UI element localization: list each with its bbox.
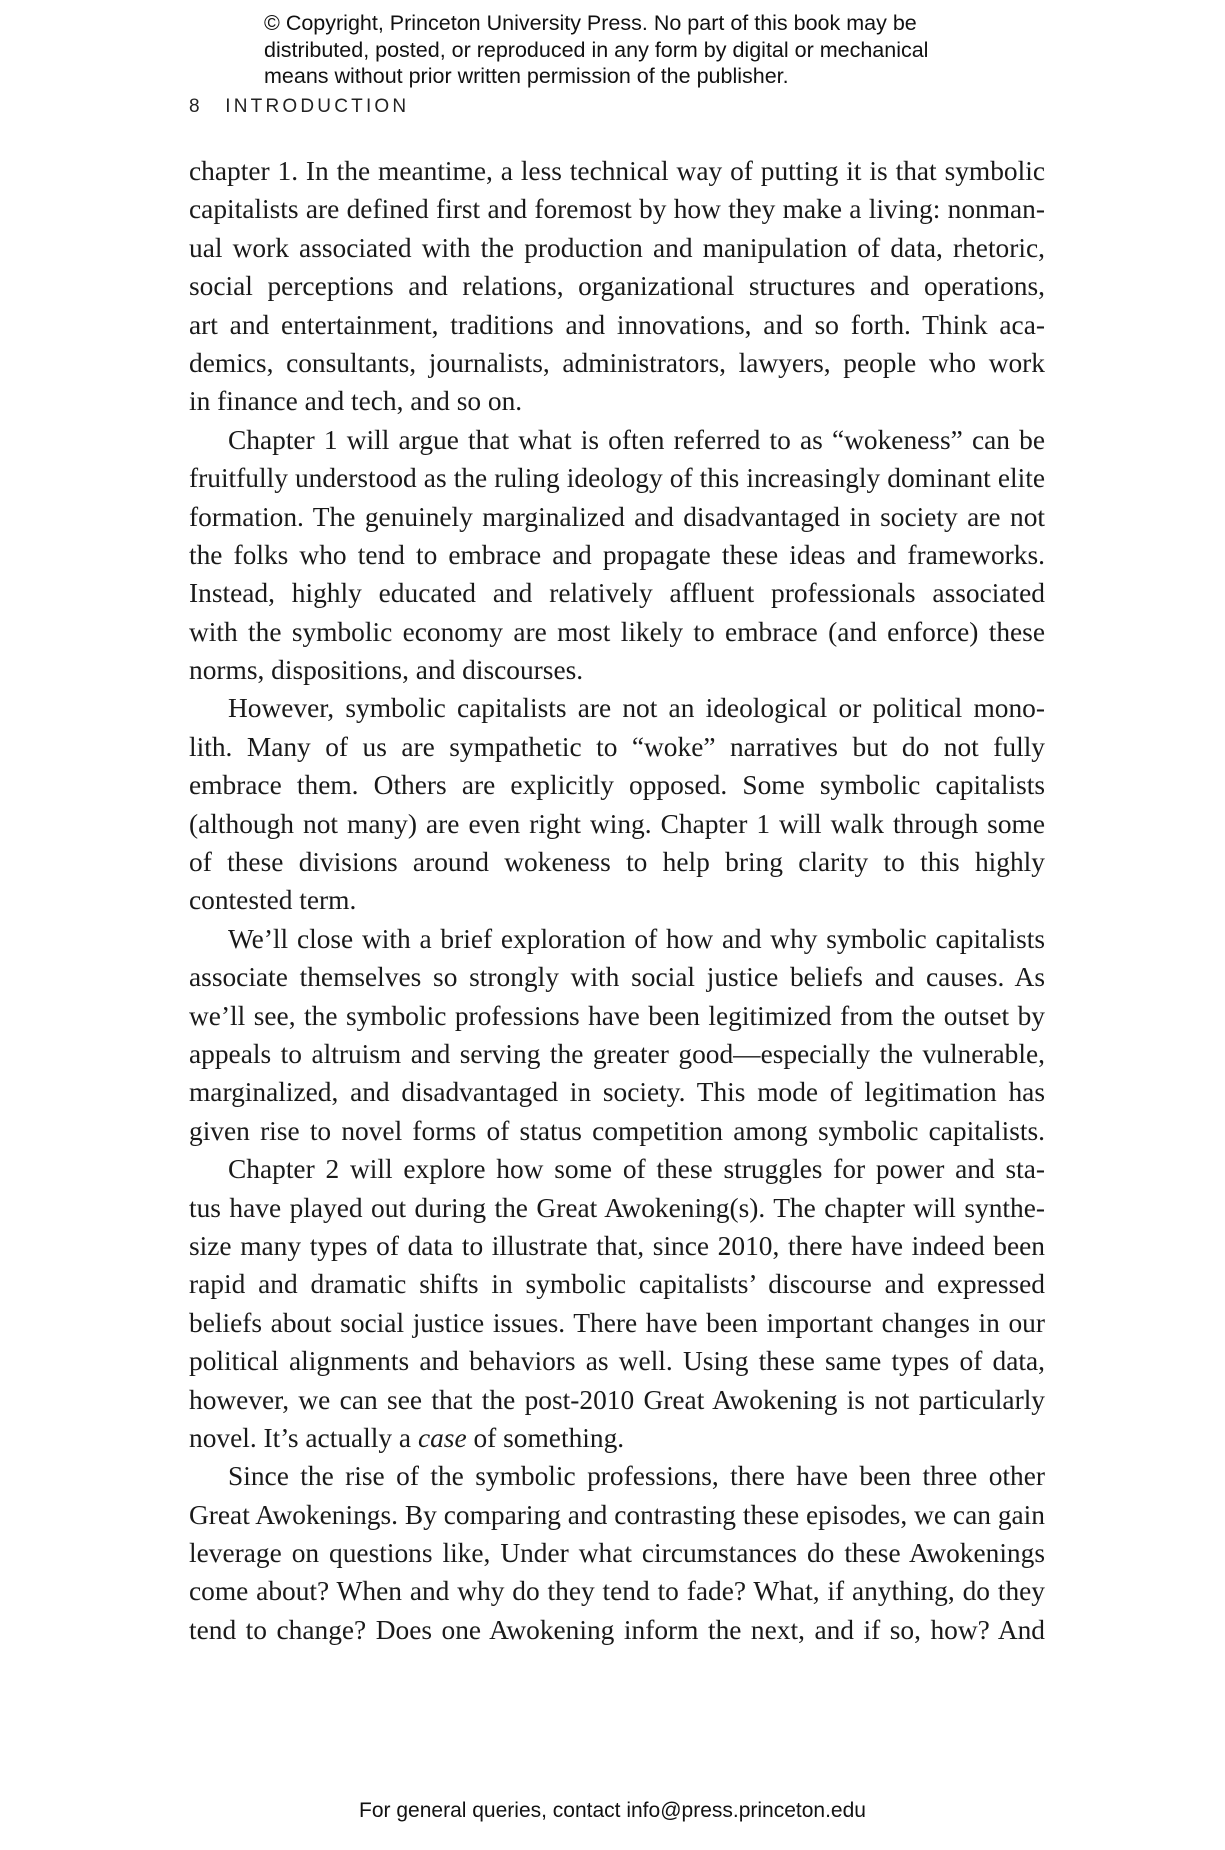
paragraph — [189, 1457, 1045, 1649]
text-line: in finance and tech, and so on. — [189, 386, 523, 417]
text-line: we’ll see, the symbolic professions have been legitimized from the outset by — [189, 1000, 1045, 1031]
text-line: come about? When and why do they tend to fade? What, if anything, do they — [189, 1576, 1045, 1607]
text-line: tus have played out during the Great Awokening(s). The chapter will synthe- — [189, 1192, 1045, 1223]
text-line: Since the rise of the symbolic professions, there have been three other — [228, 1461, 1045, 1492]
text-line: beliefs about social justice issues. There have been important changes in our — [189, 1307, 1045, 1338]
text-line: We’ll close with a brief exploration of how and why symbolic capitalists — [228, 923, 1045, 954]
text-line: Great Awokenings. By comparing and contrasting these episodes, we can gain — [189, 1499, 1045, 1530]
text-line: formation. The genuinely marginalized and disadvantaged in society are not — [189, 501, 1045, 532]
text-line: (although not many) are even right wing. Chapter 1 will walk through some — [189, 808, 1045, 839]
copyright-line: © Copyright, Princeton University Press. No part of this book may be — [264, 11, 917, 35]
text-line: given rise to novel forms of status competition among symbolic capitalists. — [189, 1115, 1045, 1146]
text-line: Chapter 1 will argue that what is often referred to as “wokeness” can be — [228, 424, 1045, 455]
copyright-line: distributed, posted, or reproduced in any form by digital or mechanical — [264, 37, 929, 62]
copyright-notice — [264, 10, 1024, 90]
text-line: associate themselves so strongly with social justice beliefs and causes. As — [189, 962, 1045, 993]
text-line: tend to change? Does one Awokening inform the next, and if so, how? And — [189, 1614, 1045, 1645]
text-line: political alignments and behaviors as well. Using these same types of data, — [189, 1346, 1045, 1377]
text-line: art and entertainment, traditions and innovations, and so forth. Think aca- — [189, 309, 1045, 340]
text-line: However, symbolic capitalists are not an ideological or political mono- — [228, 693, 1045, 724]
page-number: 8 — [189, 96, 203, 117]
text-line: fruitfully understood as the ruling ideology of this increasingly dominant elite — [189, 463, 1045, 494]
paragraph — [189, 689, 1045, 919]
running-head — [189, 96, 409, 118]
text-fragment: novel. It’s actually a — [189, 1422, 418, 1453]
text-line: embrace them. Others are explicitly opposed. Some symbolic capitalists — [189, 770, 1045, 801]
text-line: marginalized, and disadvantaged in society. This mode of legitimation has — [189, 1077, 1045, 1108]
text-line: contested term. — [189, 885, 357, 916]
paragraph — [189, 152, 1045, 421]
section-title: INTRODUCTION — [225, 96, 410, 117]
text-line: demics, consultants, journalists, administrators, lawyers, people who work — [189, 347, 1045, 378]
text-line: capitalists are defined first and foremost by how they make a living: nonman- — [189, 194, 1045, 225]
text-line: norms, dispositions, and discourses. — [189, 655, 584, 686]
body-text — [189, 152, 1045, 1649]
text-line: appeals to altruism and serving the greater good—especially the vulnerable, — [189, 1038, 1045, 1069]
paragraph — [189, 920, 1045, 1150]
text-line: social perceptions and relations, organizational structures and operations, — [189, 271, 1045, 302]
footer-contact: For general queries, contact info@press.princeton.edu — [359, 1799, 866, 1822]
text-line: Instead, highly educated and relatively affluent professionals associated — [189, 578, 1045, 609]
text-line: with the symbolic economy are most likely to embrace (and enforce) these — [189, 616, 1045, 647]
copyright-line: means without prior written permission of the publisher. — [264, 64, 789, 88]
paragraph — [189, 421, 1045, 690]
text-line: Chapter 2 will explore how some of these struggles for power and sta- — [228, 1154, 1045, 1185]
text-line: chapter 1. In the meantime, a less technical way of putting it is that symbolic — [189, 156, 1045, 186]
text-line — [189, 1419, 1045, 1457]
text-line: however, we can see that the post-2010 Great Awokening is not particularly — [189, 1384, 1045, 1415]
text-line: lith. Many of us are sympathetic to “woke” narratives but do not fully — [189, 731, 1045, 762]
text-line: rapid and dramatic shifts in symbolic capitalists’ discourse and expressed — [189, 1269, 1045, 1300]
text-line: leverage on questions like, Under what circumstances do these Awokenings — [189, 1538, 1045, 1569]
italic-word: case — [417, 1422, 467, 1453]
text-line: size many types of data to illustrate that, since 2010, there have indeed been — [189, 1230, 1045, 1261]
text-line: ual work associated with the production and manipulation of data, rhetoric, — [189, 232, 1045, 263]
paragraph — [189, 1150, 1045, 1457]
text-line: the folks who tend to embrace and propagate these ideas and frameworks. — [189, 539, 1045, 570]
text-line: of these divisions around wokeness to help bring clarity to this highly — [189, 847, 1045, 878]
text-fragment: of something. — [466, 1422, 625, 1453]
